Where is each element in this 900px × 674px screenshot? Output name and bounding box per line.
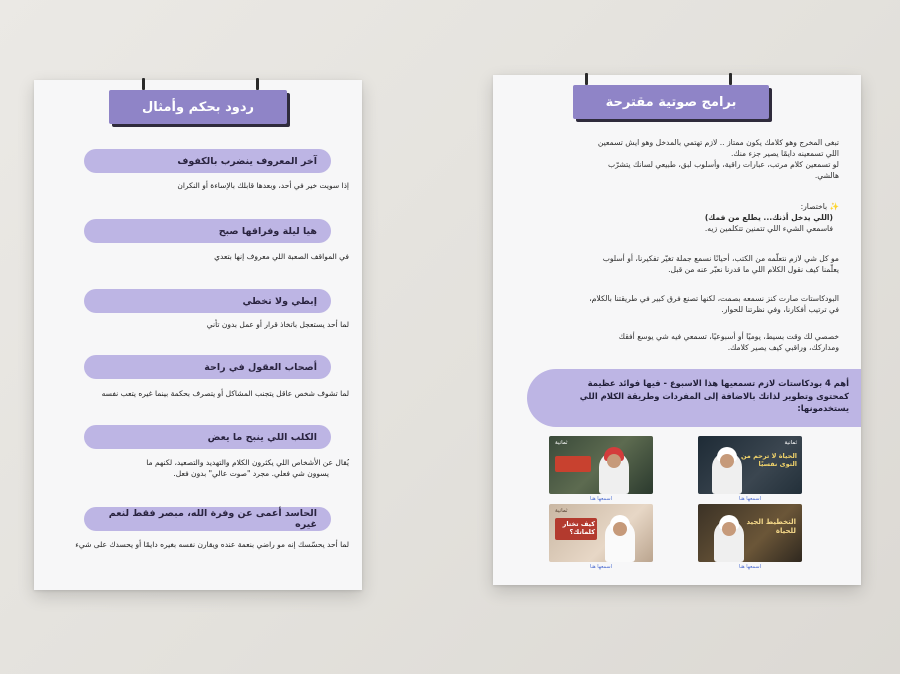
podcast-title: كيف تختار كلماتك؟ [562, 520, 595, 537]
podcast-thumbnail[interactable] [549, 504, 653, 562]
paragraph-line: ومداركك، وراقبي كيف يصير كلامك. [727, 343, 839, 352]
podcast-brand: ثمانية [555, 508, 568, 514]
host-face [607, 454, 621, 468]
hanger-hook [729, 73, 732, 85]
paragraph-line: مو كل شي لازم نتعلّمه من الكتب، أحيانًا نسمع جملة تغيّر تفكيرنا، أو أسلوب [602, 254, 839, 263]
podcast-brand: ثمانية [555, 440, 568, 446]
page-title: ردود بحكم وأمثال [109, 90, 287, 124]
time-paragraph [515, 331, 839, 353]
highlight-line: يستخدمونها: [797, 403, 849, 414]
highlight-line: أهم 4 بودكاستات لازم تسمعيها هذا الاسبوع - فيها فوائد عظيمة [587, 378, 849, 388]
proverb-meaning: إذا سويت خير في أحد، وبعدها قابلك بالإساءة أو النكران [177, 181, 349, 190]
proverb-label: آخر المعروف ينضرب بالكفوف [84, 149, 331, 173]
learning-paragraph [515, 253, 839, 275]
podcast-paragraph [515, 293, 839, 315]
paragraph-line: تبغى المخرج وهو كلامك يكون ممتاز .. لازم تهتمي بالمدخل وهو ايش تسمعين [597, 138, 839, 147]
proverb-label: أصحاب العقول في راحة [84, 355, 331, 379]
intro-paragraph [515, 137, 839, 181]
paragraph-line: يعلّمنا كيف نقول الكلام اللي ما قدرنا نعبّر عنه من قبل. [668, 265, 839, 274]
host-face [613, 522, 627, 536]
podcast-thumbnail[interactable] [698, 504, 802, 562]
meaning-line: يسوون شي فعلي. مجرد "صوت عالي" بدون فعل. [173, 468, 329, 478]
paragraph-line: خصصي لك وقت بسيط، يوميًا أو أسبوعيًا، تسمعي فيه شي يوسع أفقك [618, 332, 839, 341]
proverb-label: هيا ليلة وفراقها صبح [84, 219, 331, 243]
proverb-meaning: في المواقف الصعبة اللي معروف إنها بتعدي [214, 252, 349, 261]
podcast-title: التخطيط الجيد للحياة [746, 518, 796, 536]
host-face [722, 522, 736, 536]
meaning-line: يُقال عن الأشخاص اللي يكثرون الكلام والتهديد والتصعيد، لكنهم ما [146, 458, 349, 467]
podcast-title: الحياة لا ترحم من التوى نفسيًا [740, 452, 797, 469]
proverb-label: الكلب اللي ينبح ما يعض [84, 425, 331, 449]
paragraph-line: لو تسمعين كلام مرتب، عبارات راقية، وأسلوب لبق، طبيعي لسانك يتشرّب [608, 160, 839, 169]
host-face [720, 454, 734, 468]
listen-link[interactable]: اسمعها هنا [590, 496, 612, 502]
proverbs-page [34, 80, 362, 590]
hanger-hook [256, 78, 259, 90]
paragraph-line: فاسمعي الشيء اللي تتمنين تتكلمين زيه. [704, 224, 833, 233]
listen-link[interactable]: اسمعها هنا [590, 564, 612, 570]
paragraph-line: في ترتيب أفكارنا، وفي نظرتنا للحوار. [721, 305, 839, 314]
paragraph-line: (اللي يدخل أذنك... يطلع من فمك) [704, 213, 833, 222]
summary-paragraph [515, 201, 839, 234]
listen-link[interactable]: اسمعها هنا [739, 496, 761, 502]
paragraph-line: البودكاستات صارت كنز نسمعه بصمت، لكنها تصنع فرق كبير في طريقتنا بالكلام، [589, 294, 839, 303]
proverb-meaning: لما تشوف شخص عاقل يتجنب المشاكل أو يتصرف بحكمة بينما غيره يتعب نفسه [101, 389, 349, 398]
podcasts-highlight [527, 369, 861, 427]
podcast-thumbnail[interactable] [549, 436, 653, 494]
podcast-brand: ثمانية [784, 440, 797, 446]
page-title: برامج صوتية مقترحة [573, 85, 769, 119]
proverb-label: الحاسد أعمى عن وفرة الله، مبصر فقط لنعم غيره [84, 507, 331, 531]
paragraph-line: ✨ باختصار: [800, 202, 839, 211]
highlight-line: كمحتوى وتطوير لذاتك بالاضافة إلى المفردات وطريقة الكلام اللي [579, 390, 849, 401]
paragraph-line: اللي تسمعينه دايمًا يصير جزء منك. [730, 149, 839, 158]
podcast-thumbnail[interactable] [698, 436, 802, 494]
proverb-label: إبطي ولا تخطي [84, 289, 331, 313]
listen-link[interactable]: اسمعها هنا [739, 564, 761, 570]
hanger-hook [142, 78, 145, 90]
proverb-meaning [44, 458, 349, 480]
hanger-hook [585, 73, 588, 85]
lower-third-banner [555, 456, 591, 472]
paragraph-line: هالشي. [814, 171, 839, 180]
proverb-meaning: لما أحد يستعجل باتخاذ قرار أو عمل بدون تأني [206, 320, 349, 329]
proverb-meaning: لما أحد يحسّسك إنه مو راضي بنعمة عنده ويقارن نفسه بغيره دايمًا أو يحسدك على شيء [75, 540, 349, 549]
podcasts-page [493, 75, 861, 585]
